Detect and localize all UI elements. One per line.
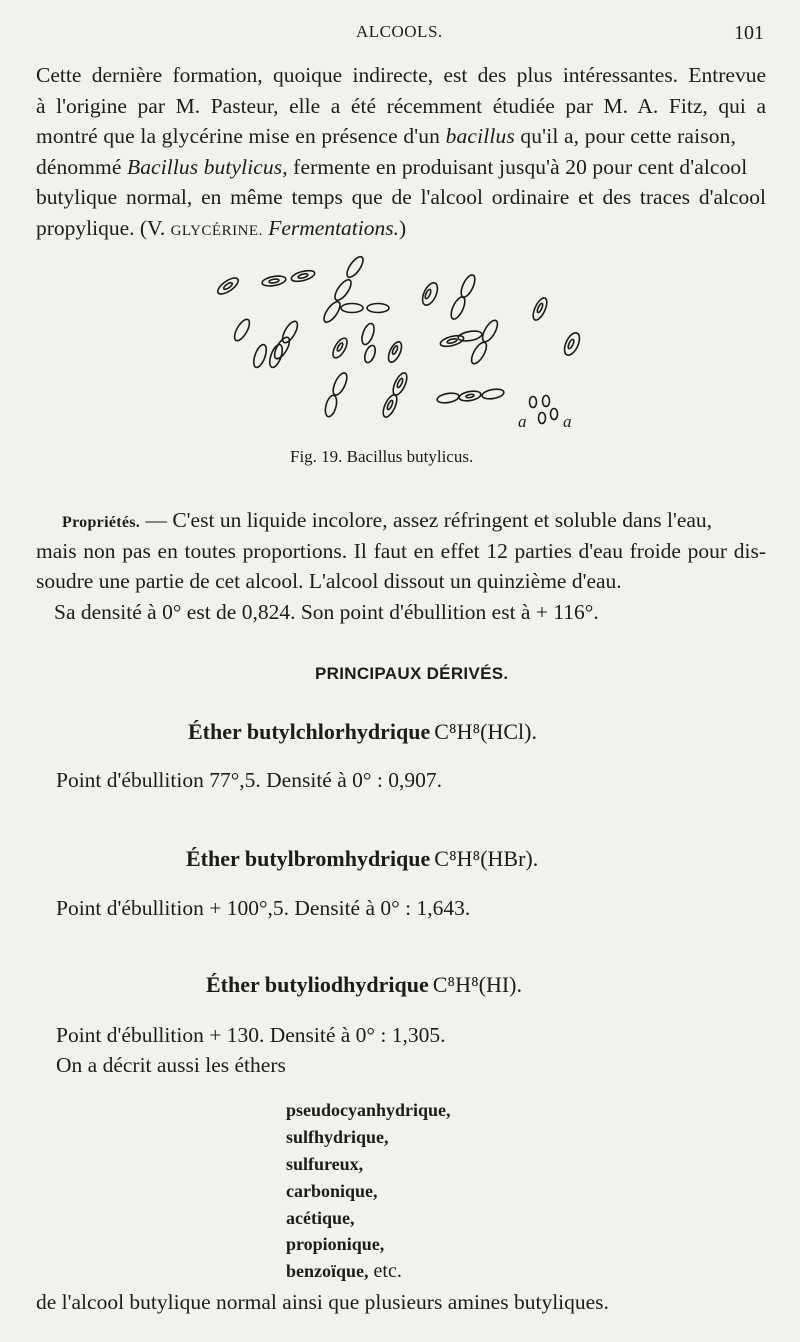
ether-list-item: acétique, — [286, 1208, 355, 1228]
text-run: qu'il a, pour cette raison, — [514, 124, 737, 148]
compound-data: Point d'ébullition + 130. Densité à 0° : 1,305. — [56, 1023, 446, 1047]
section-heading: PRINCIPAUX DÉRIVÉS. — [315, 664, 509, 683]
text-run: — C'est un liquide incolore, assez réfringent et soluble dans l'eau, — [140, 508, 713, 532]
text-run: propylique. (V. — [36, 215, 171, 240]
compound-name: Éther butylchlorhydrique — [188, 719, 431, 744]
figure-label-a: a — [518, 412, 527, 431]
properties-line-3: soudre une partie de cet alcool. L'alcool dissout un quinzième d'eau. — [36, 569, 622, 593]
compound-name: Éther butylbromhydrique — [186, 846, 431, 871]
intro-paragraph — [36, 60, 766, 243]
cross-reference: GLYCÉRINE. — [170, 222, 263, 239]
derivative-title — [188, 719, 537, 745]
intro-line-3 — [36, 121, 766, 152]
closing-line: de l'alcool butylique normal ainsi que plusieurs amines butyliques. — [36, 1290, 609, 1314]
text-run: montré que la glycérine mise en présence d'un — [36, 124, 446, 148]
running-header: ALCOOLS. — [356, 22, 443, 41]
figure-caption: Fig. 19. Bacillus butylicus. — [290, 447, 474, 466]
properties-paragraph — [36, 505, 766, 627]
bacillus-cells — [215, 254, 582, 423]
compound-data: Point d'ébullition + 100°,5. Densité à 0° : 1,643. — [56, 896, 471, 920]
text-run: etc. — [368, 1260, 402, 1282]
ether-list-item: propionique, — [286, 1234, 385, 1254]
italic-species: Bacillus butylicus — [126, 154, 283, 179]
intro-line-2: à l'origine par M. Pasteur, elle a été récemment étudiée par M. A. Fitz, qui a — [36, 93, 766, 118]
derivative-title — [206, 972, 522, 998]
bacillus-figure — [190, 236, 610, 436]
derivative-title — [186, 846, 538, 872]
compound-formula: C⁸H⁸(HCl). — [434, 719, 537, 744]
ether-list-item: sulfhydrique, — [286, 1127, 389, 1147]
also-described-line: On a décrit aussi les éthers — [56, 1053, 286, 1077]
text-run: ) — [398, 215, 407, 240]
text-run: dénommé — [36, 154, 127, 179]
intro-line-4 — [36, 152, 766, 183]
figure-label-a: a — [563, 412, 572, 431]
properties-line-1 — [36, 505, 766, 536]
ether-list-item: carbonique, — [286, 1181, 378, 1201]
ether-list-item: benzoïque, — [286, 1261, 369, 1281]
italic-term: bacillus — [445, 124, 515, 148]
intro-line-5: butylique normal, en même temps que de l'alcool ordinaire et des traces d'alcool — [36, 185, 766, 209]
ether-list-item: pseudocyanhydrique, — [286, 1100, 451, 1120]
intro-line-1: Cette dernière formation, quoique indirecte, est des plus intéressantes. Entrevue — [36, 63, 766, 87]
text-run: , fermente en produisant jusqu'à 20 pour cent d'alcool — [282, 154, 748, 179]
compound-name: Éther butyliodhydrique — [206, 972, 429, 997]
ether-list-last — [286, 1260, 402, 1283]
properties-line-2: mais non pas en toutes proportions. Il faut en effet 12 parties d'eau froide pour dis- — [36, 538, 766, 563]
compound-formula: C⁸H⁸(HI). — [432, 972, 522, 997]
properties-line-4: Sa densité à 0° est de 0,824. Son point d'ébullition est à + 116°. — [54, 599, 599, 624]
ether-list-item: sulfureux, — [286, 1154, 364, 1174]
italic-reference: Fermentations. — [268, 215, 399, 240]
compound-data: Point d'ébullition 77°,5. Densité à 0° : 0,907. — [56, 768, 442, 792]
page-number: 101 — [734, 22, 764, 44]
properties-label: Propriétés. — [62, 514, 141, 531]
compound-formula: C⁸H⁸(HBr). — [434, 846, 539, 871]
